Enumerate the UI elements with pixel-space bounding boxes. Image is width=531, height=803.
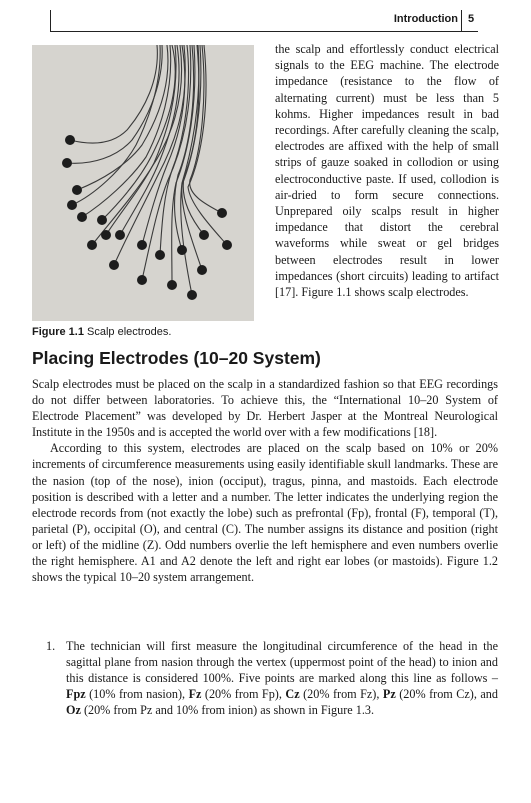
column-paragraph: the scalp and effortlessly conduct electrical signals to the EEG machine. The electrode impedance (resistance to the flow of alternating current) must be less than 5 kohms. Higher impedances result in bad recordings. After carefully cleaning the scalp, electrodes are affixed with the help of small strips of gauze soaked in collodion or using electroconductive paste. If used, collodion is air-dried to form secure connections. Unprepared oily scalps result in higher impedance that distort the cerebral waveforms while sweat or gel bridges between electrodes result in lower impedances (short circuits) leading to artifact [17]. Figure 1.1 shows scalp electrodes. xyxy=(275,42,499,300)
term-fpz: Fpz xyxy=(66,687,86,702)
right-column-text xyxy=(275,41,499,300)
paragraph-1: Scalp electrodes must be placed on the scalp in a standardized fashion so that EEG recordings do not differ between laboratories. To achieve this, the “International 10–20 System of Electrode Placement” was developed by Dr. Herbert Jasper at the Montreal Neurological Institute in the 1950s and is accepted the world over with a few modifications [18]. xyxy=(32,377,498,440)
pz-note: (20% from Cz), and xyxy=(395,687,498,702)
figure-label: Figure 1.1 xyxy=(32,326,84,338)
running-head: Introduction xyxy=(393,13,458,25)
oz-note: (20% from Pz and 10% from inion) as shown in Figure 1.3. xyxy=(80,703,375,718)
term-pz: Pz xyxy=(382,687,396,702)
term-fz: Fz xyxy=(188,687,202,702)
page-header xyxy=(32,6,498,32)
cz-note: (20% from Fz), xyxy=(299,687,383,702)
figure-caption-text: Scalp electrodes. xyxy=(87,326,172,338)
header-rule-separator xyxy=(461,10,462,32)
list-item-number: 1. xyxy=(46,639,56,653)
section-heading: Placing Electrodes (10–20 System) xyxy=(32,348,321,368)
fpz-note: (10% from nasion), xyxy=(85,687,189,702)
term-oz: Oz xyxy=(66,703,81,718)
numbered-list xyxy=(32,638,498,718)
scalp-electrodes-photo xyxy=(32,45,254,321)
list-text-intro: The technician will first measure the longitudinal circumference of the head in the sagittal plane from nasion through the vertex (uppermost point of the head) to inion and this distance is considered 100%. Five points are marked along this line as follows – xyxy=(66,639,498,686)
header-rule-bottom xyxy=(50,31,478,32)
term-cz: Cz xyxy=(285,687,300,702)
list-item xyxy=(32,638,498,718)
figure-caption xyxy=(32,326,258,338)
paragraph-2: According to this system, electrodes are placed on the scalp based on 10% or 20% increments of circumference measurements using easily identifiable skull landmarks. These are the nasion (top of the nose), inion (occiput), tragus, pinna, and mastoids. Each electrode position is described with a letter and a number. The letter indicates the underlying region the electrode records from (not exactly the lobe) such as prefrontal (Fp), frontal (F), temporal (T), parietal (P), occipital (O), and central (C). The number assigns its distance and position (right or left) of the midline (Z). Odd numbers overlie the left hemisphere and even numbers overlie the right hemisphere. A1 and A2 denote the left and right ear lobes (or mastoids). Figure 1.2 shows the typical 10–20 system arrangement. xyxy=(32,441,498,585)
header-rule-left xyxy=(50,10,51,32)
page-number: 5 xyxy=(468,13,475,25)
figure-scalp-electrodes xyxy=(32,45,254,321)
section-body xyxy=(32,376,498,585)
fz-note: (20% from Fp), xyxy=(201,687,286,702)
